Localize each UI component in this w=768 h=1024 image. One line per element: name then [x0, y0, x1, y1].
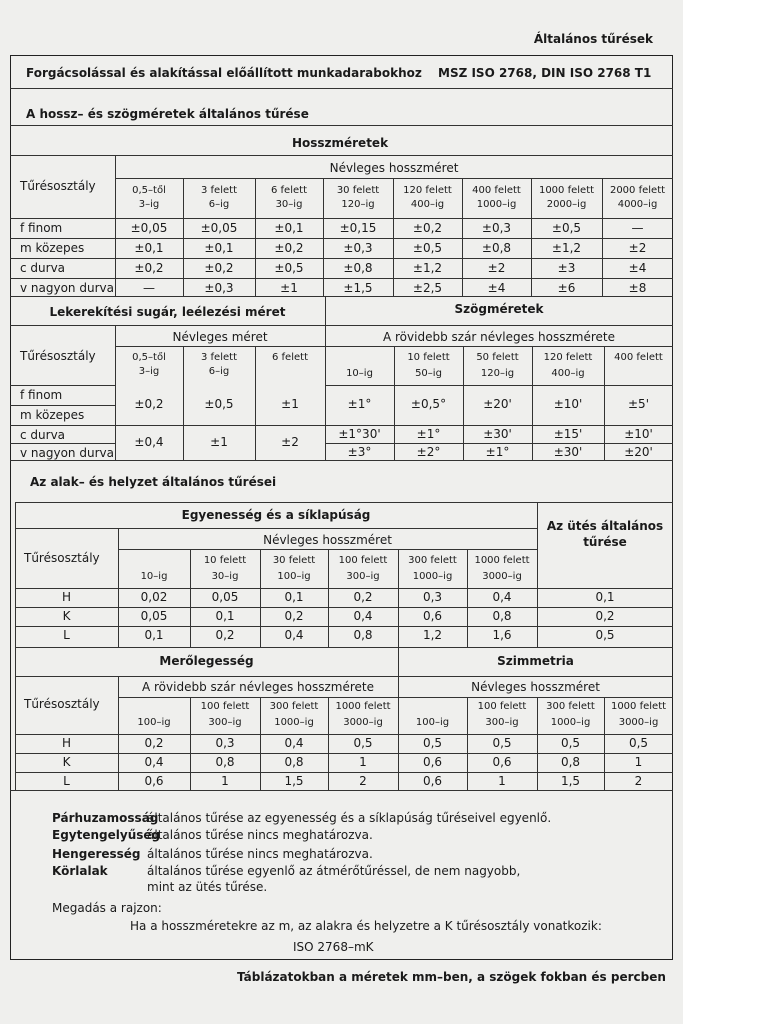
straight-cell: 0,4	[353, 609, 373, 623]
straight-cell: 0,3	[422, 590, 443, 604]
straight-col-head: 1000 felett	[474, 555, 530, 566]
sym-nominal: Névleges hosszméret	[471, 680, 600, 694]
note-term: Körlalak	[52, 864, 108, 878]
runout-cell: 0,1	[595, 590, 615, 604]
perp-cell: 2	[359, 774, 367, 788]
linear-cell: ±1,5	[343, 281, 373, 295]
perp-col-head: 300 felett	[269, 701, 319, 712]
grid-line	[328, 549, 329, 647]
radius-class-name: v nagyon durva	[20, 446, 114, 460]
linear-cell: ±4	[487, 281, 506, 295]
linear-col-head: 120 felett	[403, 185, 452, 196]
perp-col-head: 100 felett	[200, 701, 250, 712]
radius-class-name: c durva	[20, 428, 66, 442]
grid-line	[10, 405, 115, 406]
straight-col-head: 300 felett	[408, 555, 457, 566]
perp-col-head: 3000–ig	[343, 717, 383, 728]
angular-col-head: 50 felett	[476, 352, 519, 363]
angular-col-head: 10 felett	[407, 352, 450, 363]
angular-cell: ±30'	[483, 427, 512, 441]
grid-line	[190, 697, 191, 790]
grid-line	[10, 278, 673, 279]
grid-line	[15, 607, 673, 608]
grid-line	[15, 734, 673, 735]
perp-cell: 0,4	[284, 736, 304, 750]
angular-col-head: 400–ig	[551, 368, 585, 379]
note-term: Hengeresség	[52, 847, 141, 861]
straight-cell: 0,6	[422, 609, 443, 623]
perp-cell: 1,5	[284, 774, 304, 788]
angular-cell: ±1°30'	[338, 427, 381, 441]
grid-line	[467, 697, 468, 790]
straight-col-head: 10–ig	[140, 571, 168, 582]
sym-cell: 2	[634, 774, 643, 788]
linear-cell: ±2	[487, 261, 506, 275]
linear-cell: ±2,5	[412, 281, 443, 295]
grid-line	[118, 697, 119, 790]
runout-cell: 0,5	[595, 628, 615, 642]
sym-col-head: 300 felett	[546, 701, 595, 712]
linear-cell: —	[631, 221, 644, 235]
perp-class-name: H	[61, 736, 72, 750]
perp-cell: 0,5	[353, 736, 373, 750]
grid-line	[115, 346, 325, 347]
linear-cell: ±3	[557, 261, 576, 275]
sym-cell: 0,5	[560, 736, 581, 750]
linear-col-head: 120–ig	[341, 199, 375, 210]
perp-cell: 0,6	[144, 774, 164, 788]
angular-col-head: 400 felett	[614, 352, 663, 363]
straight-cell: 0,05	[140, 609, 168, 623]
radius-col-head: 0,5–től	[132, 352, 166, 363]
radius-cell: ±0,4	[134, 435, 164, 449]
section-divider	[10, 296, 673, 297]
radius-class-label: Tűrésosztály	[20, 349, 96, 363]
grid-line	[325, 346, 673, 347]
grid-line	[115, 346, 116, 460]
note-text: általános tűrése nincs meghatározva.	[147, 828, 373, 842]
linear-heading: Hosszméretek	[291, 136, 389, 150]
linear-cell: ±4	[628, 261, 647, 275]
grid-line	[255, 346, 256, 460]
sym-cell: 0,8	[560, 755, 581, 769]
linear-cell: ±0,5	[274, 261, 304, 275]
straight-cell: 0,1	[284, 590, 304, 604]
drawing-designation: ISO 2768–mK	[293, 940, 374, 954]
sym-col-head: 3000–ig	[618, 717, 659, 728]
angular-cell: ±0,5°	[410, 397, 447, 411]
straight-class-name: K	[62, 609, 71, 623]
sym-col-head: 100 felett	[477, 701, 527, 712]
runout-heading: tűrése	[583, 535, 627, 549]
linear-cell: ±0,8	[343, 261, 373, 275]
linear-cell: ±0,1	[274, 221, 304, 235]
sym-cell: 0,5	[492, 736, 512, 750]
straight-col-head: 30 felett	[272, 555, 316, 566]
linear-col-head: 30–ig	[275, 199, 303, 210]
grid-line	[190, 549, 191, 647]
grid-line	[183, 346, 184, 460]
straight-cell: 0,1	[215, 609, 235, 623]
runout-heading: Az ütés általános	[546, 519, 664, 533]
grid-line	[118, 549, 119, 647]
angular-cell: ±10'	[553, 397, 583, 411]
angular-col-head: 120 felett	[543, 352, 593, 363]
perp-cell: 0,3	[215, 736, 235, 750]
linear-cell: ±1	[280, 281, 298, 295]
note-text: általános tűrése nincs meghatározva.	[147, 847, 373, 861]
linear-cell: ±0,3	[204, 281, 234, 295]
linear-cell: ±0,2	[134, 261, 164, 275]
sym-cell: 0,5	[628, 736, 649, 750]
grid-line	[15, 502, 16, 790]
linear-col-head: 3 felett	[201, 185, 237, 196]
angular-heading: Szögméretek	[454, 302, 544, 316]
radius-col-head: 3 felett	[201, 352, 237, 363]
grid-line	[115, 178, 673, 179]
sym-cell: 0,6	[422, 755, 443, 769]
angular-cell: ±1°	[485, 445, 510, 459]
straight-col-head: 1000–ig	[412, 571, 453, 582]
perp-cell: 0,4	[144, 755, 164, 769]
angular-cell: ±2°	[416, 445, 441, 459]
section1-title: A hossz– és szögméretek általános tűrése	[26, 107, 309, 121]
angular-col-head: 50–ig	[415, 368, 442, 379]
grid-line	[325, 385, 673, 386]
perp-class-name: K	[62, 755, 71, 769]
radius-class-name: f finom	[20, 388, 63, 402]
perp-class-name: L	[63, 774, 70, 788]
linear-col-head: 30 felett	[336, 185, 380, 196]
grid-line	[398, 697, 399, 790]
linear-col-head: 400–ig	[410, 199, 445, 210]
radius-cell: ±2	[281, 435, 299, 449]
straight-class-name: H	[61, 590, 72, 604]
straight-col-head: 30–ig	[211, 571, 239, 582]
linear-col-head: 3–ig	[138, 199, 160, 210]
perp-col-head: 1000–ig	[274, 717, 314, 728]
straight-cell: 0,4	[284, 628, 304, 642]
radius-col-head: 6–ig	[208, 366, 230, 377]
section-divider	[10, 125, 673, 126]
straight-cell: 0,1	[144, 628, 164, 642]
sym-col-head: 300–ig	[485, 717, 519, 728]
angular-col-head: 120–ig	[480, 368, 515, 379]
linear-col-head: 2000–ig	[546, 199, 587, 210]
angular-cell: ±10'	[624, 427, 653, 441]
grid-line	[10, 443, 115, 444]
radius-class-name: m közepes	[20, 408, 85, 422]
note-text: általános tűrése az egyenesség és a síklapúság tűréseivel egyenlő.	[147, 811, 552, 825]
runout-cell: 0,2	[595, 609, 615, 623]
grid-line	[10, 218, 673, 219]
radius-col-head: 6 felett	[272, 352, 308, 363]
angular-col-head: 10–ig	[346, 368, 373, 379]
sym-col-head: 1000 felett	[610, 701, 667, 712]
banner-title: Forgácsolással és alakítással előállított munkadarabokhoz	[26, 66, 422, 80]
straight-heading: Egyenesség és a síklapúság	[181, 508, 371, 522]
straight-cell: 0,4	[492, 590, 512, 604]
straight-col-head: 100 felett	[338, 555, 388, 566]
section-divider	[10, 88, 673, 89]
grid-line	[15, 528, 537, 529]
linear-cell: ±0,15	[339, 221, 377, 235]
linear-cell: ±0,2	[204, 261, 234, 275]
linear-cell: ±8	[628, 281, 647, 295]
grid-line	[325, 443, 673, 444]
straight-class-name: L	[63, 628, 70, 642]
sym-col-head: 100–ig	[415, 717, 450, 728]
note-term: Egytengelyűség	[52, 828, 161, 842]
radius-cell: ±0,2	[134, 397, 164, 411]
angular-nominal: A rövidebb szár névleges hosszmérete	[382, 330, 616, 344]
linear-cell: ±0,5	[551, 221, 582, 235]
straight-cell: 1,6	[492, 628, 512, 642]
note-text: mint az ütés tűrése.	[147, 880, 268, 894]
grid-line	[15, 626, 673, 627]
grid-line	[10, 425, 115, 426]
radius-heading: Lekerekítési sugár, leélezési méret	[49, 305, 286, 319]
grid-line	[260, 697, 261, 790]
linear-class-name: v nagyon durva	[20, 281, 114, 295]
grid-line	[467, 549, 468, 647]
straight-cell: 0,02	[140, 590, 168, 604]
sym-cell: 1,5	[560, 774, 581, 788]
sym-cell: 0,5	[422, 736, 443, 750]
straight-class-label: Tűrésosztály	[24, 551, 100, 565]
linear-nominal: Névleges hosszméret	[329, 161, 459, 175]
grid-line	[537, 697, 538, 790]
linear-cell: ±0,3	[343, 241, 373, 255]
radius-col-head: 3–ig	[138, 366, 160, 377]
linear-cell: ±0,1	[204, 241, 234, 255]
perp-cell: 0,8	[284, 755, 304, 769]
straight-cell: 0,2	[215, 628, 235, 642]
linear-class-name: f finom	[20, 221, 63, 235]
angular-cell: ±5'	[628, 397, 649, 411]
grid-line	[15, 753, 673, 754]
linear-cell: ±0,05	[130, 221, 168, 235]
perp-cell: 1	[359, 755, 367, 769]
section-divider	[15, 647, 673, 648]
angular-cell: ±20'	[624, 445, 653, 459]
straight-col-head: 10 felett	[203, 555, 247, 566]
linear-col-head: 1000 felett	[538, 185, 595, 196]
linear-col-head: 400 felett	[472, 185, 521, 196]
linear-cell: ±0,5	[412, 241, 443, 255]
linear-cell: ±0,05	[200, 221, 238, 235]
angular-cell: ±3°	[347, 445, 372, 459]
grid-line	[15, 588, 673, 589]
radius-nominal: Névleges méret	[172, 330, 268, 344]
linear-col-head: 6 felett	[271, 185, 307, 196]
radius-cell: ±1	[281, 397, 299, 411]
perp-col-head: 100–ig	[137, 717, 171, 728]
angular-cell: ±15'	[553, 427, 583, 441]
perp-cell: 1	[221, 774, 229, 788]
section-divider	[10, 460, 673, 461]
straight-cell: 0,8	[492, 609, 512, 623]
linear-cell: —	[143, 281, 155, 295]
sym-col-head: 1000–ig	[550, 717, 591, 728]
grid-line	[398, 549, 399, 647]
straight-cell: 0,8	[353, 628, 373, 642]
page-margin	[683, 0, 768, 1024]
straight-col-head: 100–ig	[277, 571, 311, 582]
radius-cell: ±0,5	[204, 397, 234, 411]
page-header-title: Általános tűrések	[533, 32, 653, 46]
linear-cell: ±0,1	[134, 241, 164, 255]
section2-title: Az alak– és helyzet általános tűrései	[30, 475, 277, 489]
straight-cell: 0,2	[353, 590, 373, 604]
angular-cell: ±20'	[483, 397, 512, 411]
angular-cell: ±1°	[416, 427, 441, 441]
linear-col-head: 2000 felett	[609, 185, 666, 196]
grid-line	[10, 385, 115, 386]
linear-cell: ±0,3	[481, 221, 512, 235]
grid-line	[328, 697, 329, 790]
linear-cell: ±1,2	[412, 261, 443, 275]
straight-nominal: Névleges hosszméret	[263, 533, 392, 547]
linear-cell: ±0,2	[412, 221, 443, 235]
straight-cell: 0,05	[211, 590, 239, 604]
linear-cell: ±2	[628, 241, 647, 255]
footer-note: Táblázatokban a méretek mm–ben, a szögek fokban és percben	[237, 970, 666, 984]
linear-cell: ±0,8	[481, 241, 512, 255]
linear-cell: ±1,2	[551, 241, 582, 255]
linear-cell: ±6	[557, 281, 576, 295]
straight-col-head: 300–ig	[346, 571, 380, 582]
grid-line	[10, 325, 673, 326]
grid-line	[118, 697, 673, 698]
perp-col-head: 1000 felett	[335, 701, 391, 712]
banner-standard: MSZ ISO 2768, DIN ISO 2768 T1	[438, 66, 652, 80]
straight-cell: 1,2	[422, 628, 443, 642]
straight-col-head: 3000–ig	[482, 571, 522, 582]
perp-col-head: 300–ig	[208, 717, 242, 728]
perp-cell: 0,2	[144, 736, 164, 750]
sym-cell: 1	[498, 774, 506, 788]
radius-cell: ±1	[210, 435, 228, 449]
sym-cell: 1	[634, 755, 643, 769]
drawing-text: Ha a hosszméretekre az m, az alakra és helyzetre a K tűrésosztály vonatkozik:	[130, 919, 602, 933]
grid-line	[604, 697, 605, 790]
perp-nominal: A rövidebb szár névleges hosszmérete	[141, 680, 375, 694]
linear-class-name: c durva	[20, 261, 66, 275]
angular-cell: ±30'	[553, 445, 583, 459]
section-divider	[10, 155, 673, 156]
linear-col-head: 6–ig	[208, 199, 230, 210]
section-divider	[10, 790, 673, 791]
drawing-label: Megadás a rajzon:	[52, 901, 162, 915]
grid-line	[10, 238, 673, 239]
linear-class-name: m közepes	[20, 241, 85, 255]
sym-cell: 0,6	[492, 755, 512, 769]
grid-line	[15, 502, 673, 503]
grid-line	[15, 772, 673, 773]
linear-col-head: 1000–ig	[476, 199, 517, 210]
linear-cell: ±0,2	[274, 241, 304, 255]
perp-heading: Merőlegesség	[159, 654, 254, 668]
note-term: Párhuzamosság	[52, 811, 159, 825]
angular-cell: ±1°	[347, 397, 372, 411]
linear-class-label: Tűrésosztály	[20, 179, 96, 193]
straight-cell: 0,2	[284, 609, 304, 623]
perp-cell: 0,8	[215, 755, 235, 769]
linear-col-head: 0,5–től	[132, 185, 166, 196]
linear-col-head: 4000–ig	[617, 199, 658, 210]
grid-line	[260, 549, 261, 647]
note-text: általános tűrése egyenlő az átmérőtűréssel, de nem nagyobb,	[147, 864, 521, 878]
grid-line	[15, 676, 673, 677]
perp-class-label: Tűrésosztály	[24, 697, 100, 711]
sym-heading: Szimmetria	[497, 654, 574, 668]
sym-cell: 0,6	[422, 774, 443, 788]
grid-line	[10, 258, 673, 259]
